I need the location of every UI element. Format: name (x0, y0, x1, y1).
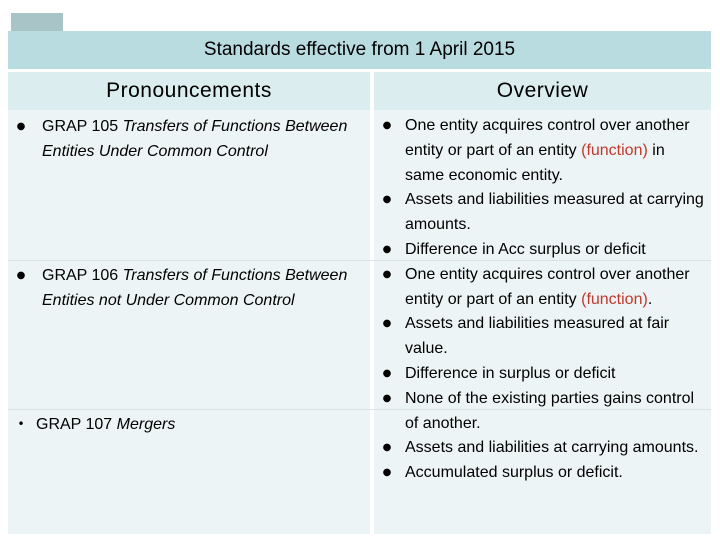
overview-text: Assets and liabilities at carrying amounts. (405, 439, 699, 457)
bullet-icon: • (17, 417, 25, 431)
pronouncements-column (8, 110, 370, 534)
function-highlight: (function) (581, 141, 648, 159)
bullet-icon: ● (16, 121, 26, 132)
overview-text: None of the existing parties gains control of another. (405, 389, 695, 432)
overview-item (380, 188, 708, 238)
overview-item (380, 312, 708, 362)
overview-item (380, 436, 708, 461)
overview-text: Difference in surplus or deficit (405, 364, 616, 382)
bullet-icon: ● (382, 442, 392, 454)
bullet-icon: ● (382, 268, 392, 280)
pronouncement-code: GRAP 105 (42, 118, 119, 135)
overview-item (380, 387, 708, 437)
overview-item (380, 238, 708, 263)
bullet-icon: ● (16, 270, 26, 281)
overview-item (380, 114, 708, 188)
bullet-icon: ● (382, 318, 392, 330)
function-highlight: (function) (581, 290, 648, 308)
overview-text: One entity acquires control over another entity or part of an entity (405, 117, 690, 159)
overview-text: Accumulated surplus or deficit. (405, 464, 623, 482)
bullet-icon: ● (382, 243, 392, 255)
overview-item (380, 461, 708, 486)
header-overview: Overview (374, 72, 711, 110)
header-pronouncements: Pronouncements (8, 72, 370, 110)
table-title: Standards effective from 1 April 2015 (8, 31, 711, 69)
overview-item (380, 263, 708, 313)
bullet-icon: ● (382, 367, 392, 379)
overview-text: in same economic entity. (405, 141, 665, 184)
pronouncement-code: GRAP 107 (36, 416, 113, 433)
bullet-icon: ● (382, 467, 392, 479)
bullet-icon: ● (382, 194, 392, 206)
pronouncement-name: Mergers (116, 416, 176, 433)
overview-text: Difference in Acc surplus or deficit (405, 240, 646, 258)
overview-text: Assets and liabilities measured at carrying amounts. (405, 191, 704, 234)
overview-text: One entity acquires control over another entity or part of an entity (405, 265, 690, 308)
bullet-icon: ● (382, 392, 392, 404)
pronouncement-code: GRAP 106 (42, 267, 119, 284)
overview-text: Assets and liabilities measured at fair value. (405, 315, 670, 358)
bullet-icon: ● (382, 120, 392, 131)
pronouncement-name: Transfers of Functions Between Entities Under Common Control (42, 118, 348, 160)
overview-text: . (647, 290, 653, 308)
overview-list (380, 114, 708, 486)
corner-tab (11, 13, 63, 31)
pronouncement-name: Transfers of Functions Between Entities not Under Common Control (42, 267, 348, 309)
overview-item (380, 362, 708, 387)
